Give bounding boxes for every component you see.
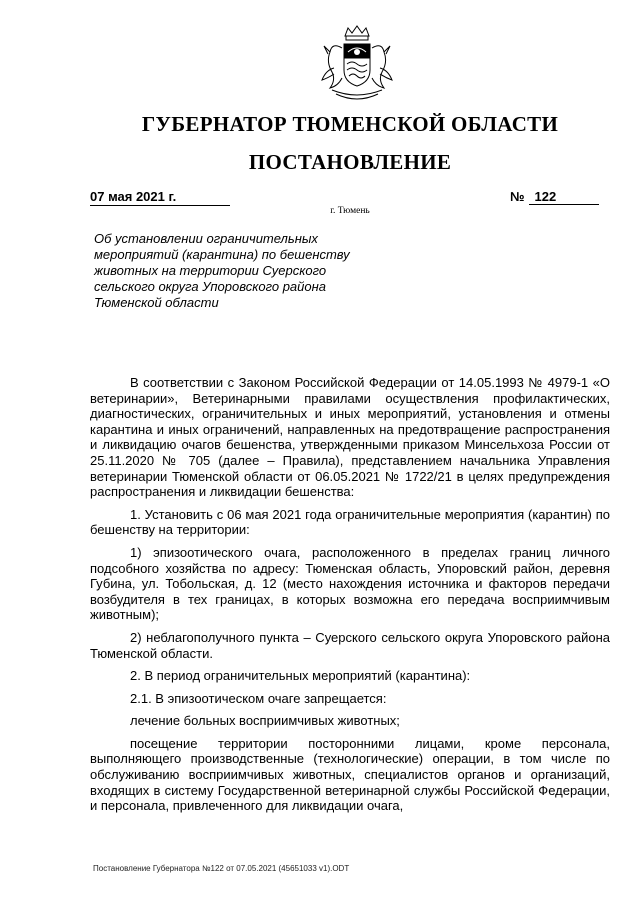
governor-title: ГУБЕРНАТОР ТЮМЕНСКОЙ ОБЛАСТИ xyxy=(141,112,559,136)
document-subject: Об установлении ограничительных мероприятий (карантина) по бешенству животных на территории Суерского сельского округа Упоровского района Тюменской области xyxy=(94,231,350,310)
number-label: № xyxy=(510,189,525,204)
paragraph-item-2-1: 2.1. В эпизоотическом очаге запрещается: xyxy=(130,690,387,706)
paragraph-prohibition-2: посещение территории посторонними лицами, кроме персонала, выполняющего производственные (технологические) операции, в том числе по обслуживанию восприимчивых животных, специалистов органов и организаций, входящих в систему Государственной ветеринарной службы Российской Федерации, и персонала, привлеченного для ликвидации очага, xyxy=(90,735,610,814)
number-value: 122 xyxy=(529,189,599,205)
paragraph-item-1: 1. Установить с 06 мая 2021 года ограничительные мероприятия (карантин) по бешенству на территории: xyxy=(90,506,610,538)
paragraph-item-1-2: 2) неблагополучного пункта – Суерского сельского округа Упоровского района Тюменской области. xyxy=(90,629,610,661)
coat-of-arms-emblem xyxy=(312,22,402,106)
paragraph-item-1-1: 1) эпизоотического очага, расположенного в пределах границ личного подсобного хозяйства по адресу: Тюменская область, Упоровский район, деревня Губина, ул. Тобольская, д. 12 (место нахождения источника и факторов передачи возбудителя в тех границах, в которых возможна его передача восприимчивым животным); xyxy=(90,544,610,623)
paragraph-prohibition-1: лечение больных восприимчивых животных; xyxy=(130,713,400,729)
document-body xyxy=(90,375,610,814)
paragraph-preamble: В соответствии с Законом Российской Федерации от 14.05.1993 № 4979-1 «О ветеринарии», Ветеринарными правилами осуществления профилактических, диагностических, ограничительных и иных мероприятий, установления и отмены карантина и иных ограничений, направленных на предотвращение распространения и ликвидацию очагов бешенства, утвержденными приказом Минсельхоза России от 25.11.2020 № 705 (далее – Правила), представлением начальника Управления ветеринарии Тюменской области от 06.05.2021 № 1722/21 в целях предупреждения распространения и ликвидации бешенства: xyxy=(90,375,610,500)
document-date: 07 мая 2021 г. xyxy=(90,189,230,206)
document-footer: Постановление Губернатора №122 от 07.05.2021 (45651033 v1).ODT xyxy=(93,864,350,873)
city-name: г. Тюмень xyxy=(330,206,370,216)
document-type: ПОСТАНОВЛЕНИЕ xyxy=(248,150,452,174)
paragraph-item-2: 2. В период ограничительных мероприятий (карантина): xyxy=(130,668,471,684)
document-number xyxy=(510,189,599,205)
